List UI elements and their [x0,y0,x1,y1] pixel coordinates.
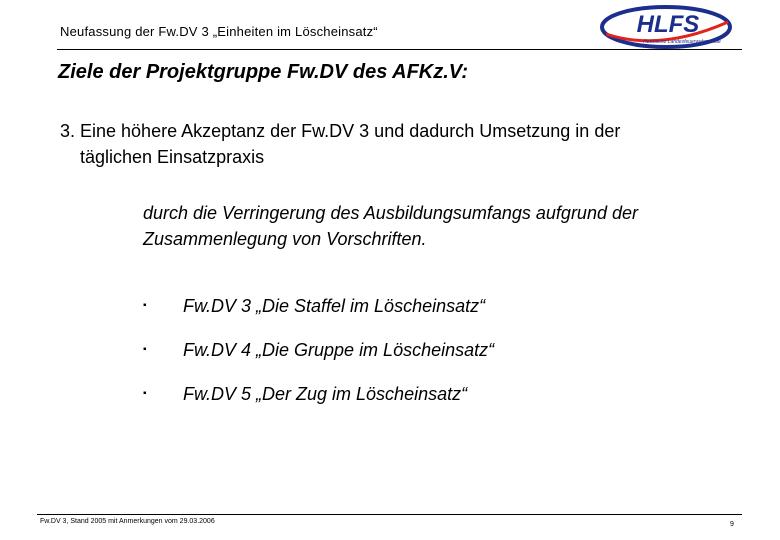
hlfs-logo [600,4,736,50]
header-title: Neufassung der Fw.DV 3 „Einheiten im Löscheinsatz“ [60,24,378,39]
main-point [60,118,620,170]
page-number: 9 [730,521,734,528]
sub-point [143,200,638,252]
logo-text: HLFS [636,11,700,38]
header-divider [57,49,742,50]
bullet-text: Fw.DV 3 „Die Staffel im Löscheinsatz“ [183,296,486,316]
footer-divider [37,514,742,515]
sub-point-line2: Zusammenlegung von Vorschriften. [143,229,427,249]
sub-point-line1: durch die Verringerung des Ausbildungsumfangs aufgrund der [143,203,638,223]
logo-subtext: Hessische Landesfeuerwehrschule [643,39,721,45]
main-point-line1: 3. Eine höhere Akzeptanz der Fw.DV 3 und dadurch Umsetzung in der [60,121,621,141]
bullet-text: Fw.DV 4 „Die Gruppe im Löscheinsatz“ [183,340,495,360]
bullet-icon: ▪ [143,388,147,399]
bullet-text: Fw.DV 5 „Der Zug im Löscheinsatz“ [183,384,468,404]
bullet-icon: ▪ [143,344,147,355]
bullet-icon: ▪ [143,300,147,311]
footer-text: Fw.DV 3, Stand 2005 mit Anmerkungen vom 29.03.2006 [40,518,215,525]
main-point-line2: täglichen Einsatzpraxis [80,147,265,167]
slide-heading: Ziele der Projektgruppe Fw.DV des AFKz.V: [58,61,469,83]
